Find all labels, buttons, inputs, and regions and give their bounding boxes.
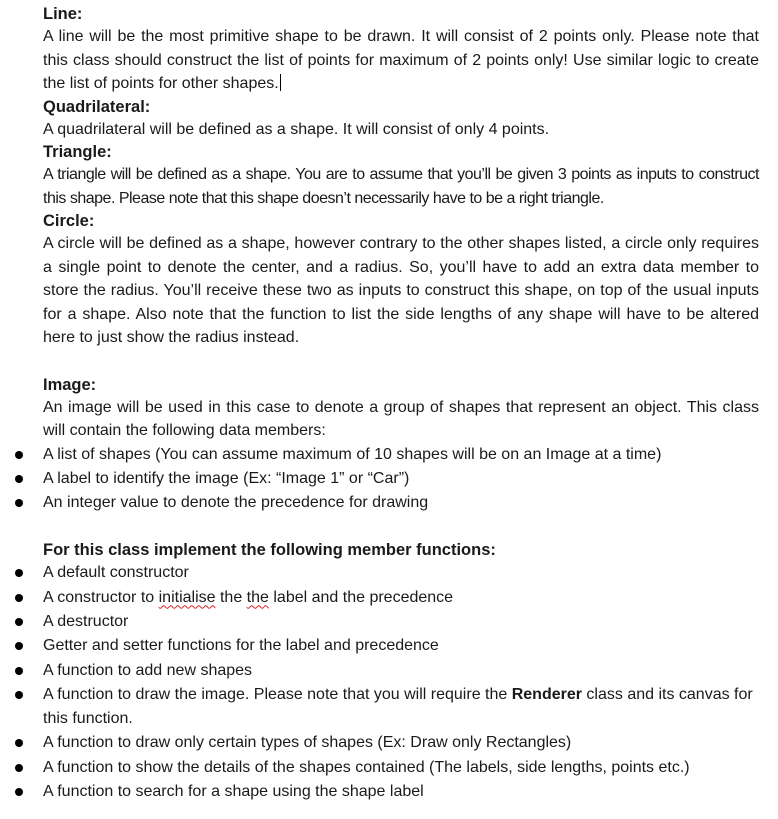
list-item: A function to search for a shape using the shape label xyxy=(43,780,759,804)
circle-heading: Circle: xyxy=(43,212,95,230)
image-heading: Image: xyxy=(43,375,97,394)
list-item: A function to show the details of the shapes contained (The labels, side lengths, points etc.) xyxy=(43,756,759,780)
list-item-text: A constructor to xyxy=(43,588,159,606)
list-item-text: label and the precedence xyxy=(268,588,454,606)
image-paragraph: An image will be used in this case to denote a group of shapes that represent an object. This class will contain the following data members: xyxy=(43,398,759,439)
line-paragraph[interactable] xyxy=(43,25,759,96)
list-item: A list of shapes (You can assume maximum of 10 shapes will be on an Image at a time) xyxy=(43,443,759,467)
circle-paragraph: A circle will be defined as a shape, however contrary to the other shapes listed, a circle only requires a single point to denote the center, and a radius. So, you’ll have to add an extra data member to store the radius. You’ll receive these two as inputs to construct this shape, on top of the usual inputs for a shape. Also note that the function to list the side lengths of any shape will have to be altered here to just show the radius instead. xyxy=(43,235,759,346)
triangle-paragraph: A triangle will be defined as a shape. You are to assume that you’ll be given 3 points as inputs to construct this shape. Please note that this shape doesn’t necessarily have to be a right triangle. xyxy=(43,166,759,207)
image-members-list xyxy=(43,443,759,516)
line-heading: Line: xyxy=(43,5,83,23)
list-item: A label to identify the image (Ex: “Image 1” or “Car”) xyxy=(43,467,759,491)
list-item xyxy=(43,683,759,732)
list-item-text: A function to draw the image. Please note that you will require the xyxy=(43,685,512,703)
grammar-error[interactable]: the xyxy=(246,588,269,606)
list-item: A function to draw only certain types of shapes (Ex: Draw only Rectangles) xyxy=(43,731,759,755)
list-item-text: class and its canvas for this function. xyxy=(43,685,753,728)
list-item: An integer value to denote the precedence for drawing xyxy=(43,491,759,515)
line-text: A line will be the most primitive shape to be drawn. It will consist of 2 points only. Please note that this class should construct the list of points for maximum of 2 points only! Use similar logic to create the list of points for other shapes. xyxy=(43,28,759,92)
quadrilateral-heading: Quadrilateral: xyxy=(43,97,151,116)
list-item: Getter and setter functions for the label and precedence xyxy=(43,634,759,658)
functions-list xyxy=(43,561,759,804)
list-item: A default constructor xyxy=(43,561,759,585)
list-item: A destructor xyxy=(43,610,759,634)
list-item: A function to add new shapes xyxy=(43,659,759,683)
functions-heading: For this class implement the following member functions: xyxy=(43,541,496,560)
document-body[interactable] xyxy=(43,3,759,804)
list-item xyxy=(43,586,759,610)
list-item-text: the xyxy=(215,588,247,606)
text-cursor xyxy=(280,74,281,91)
renderer-keyword: Renderer xyxy=(511,685,582,703)
blank-line xyxy=(43,350,759,374)
triangle-heading: Triangle: xyxy=(43,143,112,161)
spelling-error[interactable]: initialise xyxy=(158,588,216,606)
quadrilateral-paragraph: A quadrilateral will be defined as a shape. It will consist of only 4 points. xyxy=(43,120,550,138)
blank-line xyxy=(43,515,759,539)
